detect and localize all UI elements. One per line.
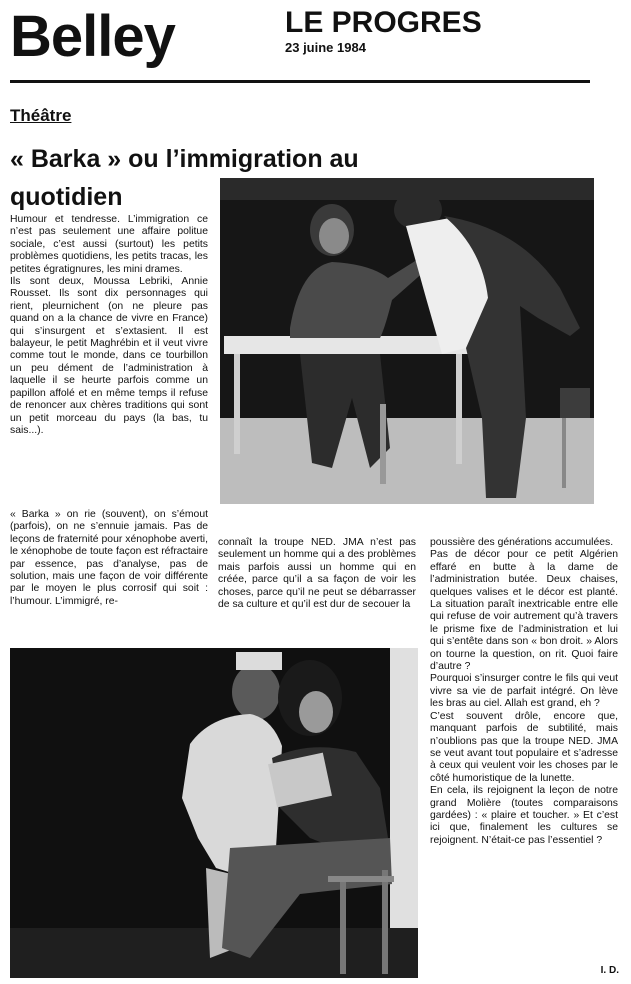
header-rule xyxy=(10,80,590,83)
publication-date: 23 juine 1984 xyxy=(285,40,366,55)
article-headline: « Barka » ou l’immigration au quotidien xyxy=(10,145,359,211)
stage-photo-reading xyxy=(10,648,418,978)
section-label: Théâtre xyxy=(10,106,72,125)
town-masthead: Belley xyxy=(10,4,175,69)
author-signature: I. D. xyxy=(600,965,619,976)
article-col1-text: Humour et tendresse. L’immigration ce n’est pas seulement une affaire politue sociale, c’est aussi (surtout) les petits problèmes quotidiens, les petits tracas, les petites égratignures, les mini drames. Ils sont deux, Moussa Lebriki, Annie Rousset. Ils sont dix personnages qui rient, pleurnichent (on ne pleure pas quand on a la chance de vivre en France) qui s’insurgent et s’extasient. Il est balayeur, le petit Maghrébin et il veut vivre comme tout le monde, dans ce tourbillon un peu dément de l’administration à laquelle il se heurte parfois comme un papillon affolé et en même temps il refuse de renoncer aux chères traditions qui sont un petit morceau du pays (la bas, tu sais...). xyxy=(10,214,208,436)
article-col1b-text: « Barka » on rie (souvent), on s’émout (parfois), on ne s’ennuie jamais. Pas de leçons de fraternité pour xénophobe averti, le xénophobe de toute façon est réfractaire par essence, pas d’analyse, pas de solution, mais une façon de voir différente par le moyen le plus corrosif qui soit : l’humour. L’immigré, re- xyxy=(10,509,208,607)
stage-photo-table xyxy=(220,178,594,504)
article-col2-text: connaît la troupe NED. JMA n’est pas seulement un homme qui a des problèmes mais parfois aussi un homme qui en créée, parce qu’il a sa façon de voir les choses, parce qu’il ne peut se débarrasser de sa culture et qu’il est dur de secouer la xyxy=(218,537,416,611)
newspaper-name: LE PROGRES xyxy=(285,6,482,39)
article-col3-text: poussière des générations accumulées. Pas de décor pour ce petit Algérien effaré en butte à la dame de l’administration butée. Deux chaises, quelques valises et le décor est planté. La situation paraît inextricable entre elle qui refuse de voir autrement qu’à travers le prisme fixe de l’administration et lui qui s’entête dans son « bon droit. » Alors on tourne la question, on rit. Quoi faire d’autre ? Pourquoi s’insurger contre le fils qui veut vivre sa vie de parfait intégré. On lève les bras au ciel. Allah est grand, eh ? C’est souvent drôle, encore que, manquant parfois de subtilité, mais n’oublions pas que la troupe NED. JMA se veut avant tout populaire et s’adresse à ceux qui veulent voir les choses par le côté humoristique de la lunette. En cela, ils rejoignent la leçon de notre grand Molière (toutes comparaisons gardées) : « plaire et toucher. » Et c’est ici que, finalement les cultures se rejoignent. N’était-ce pas l’essentiel ? xyxy=(430,537,618,846)
